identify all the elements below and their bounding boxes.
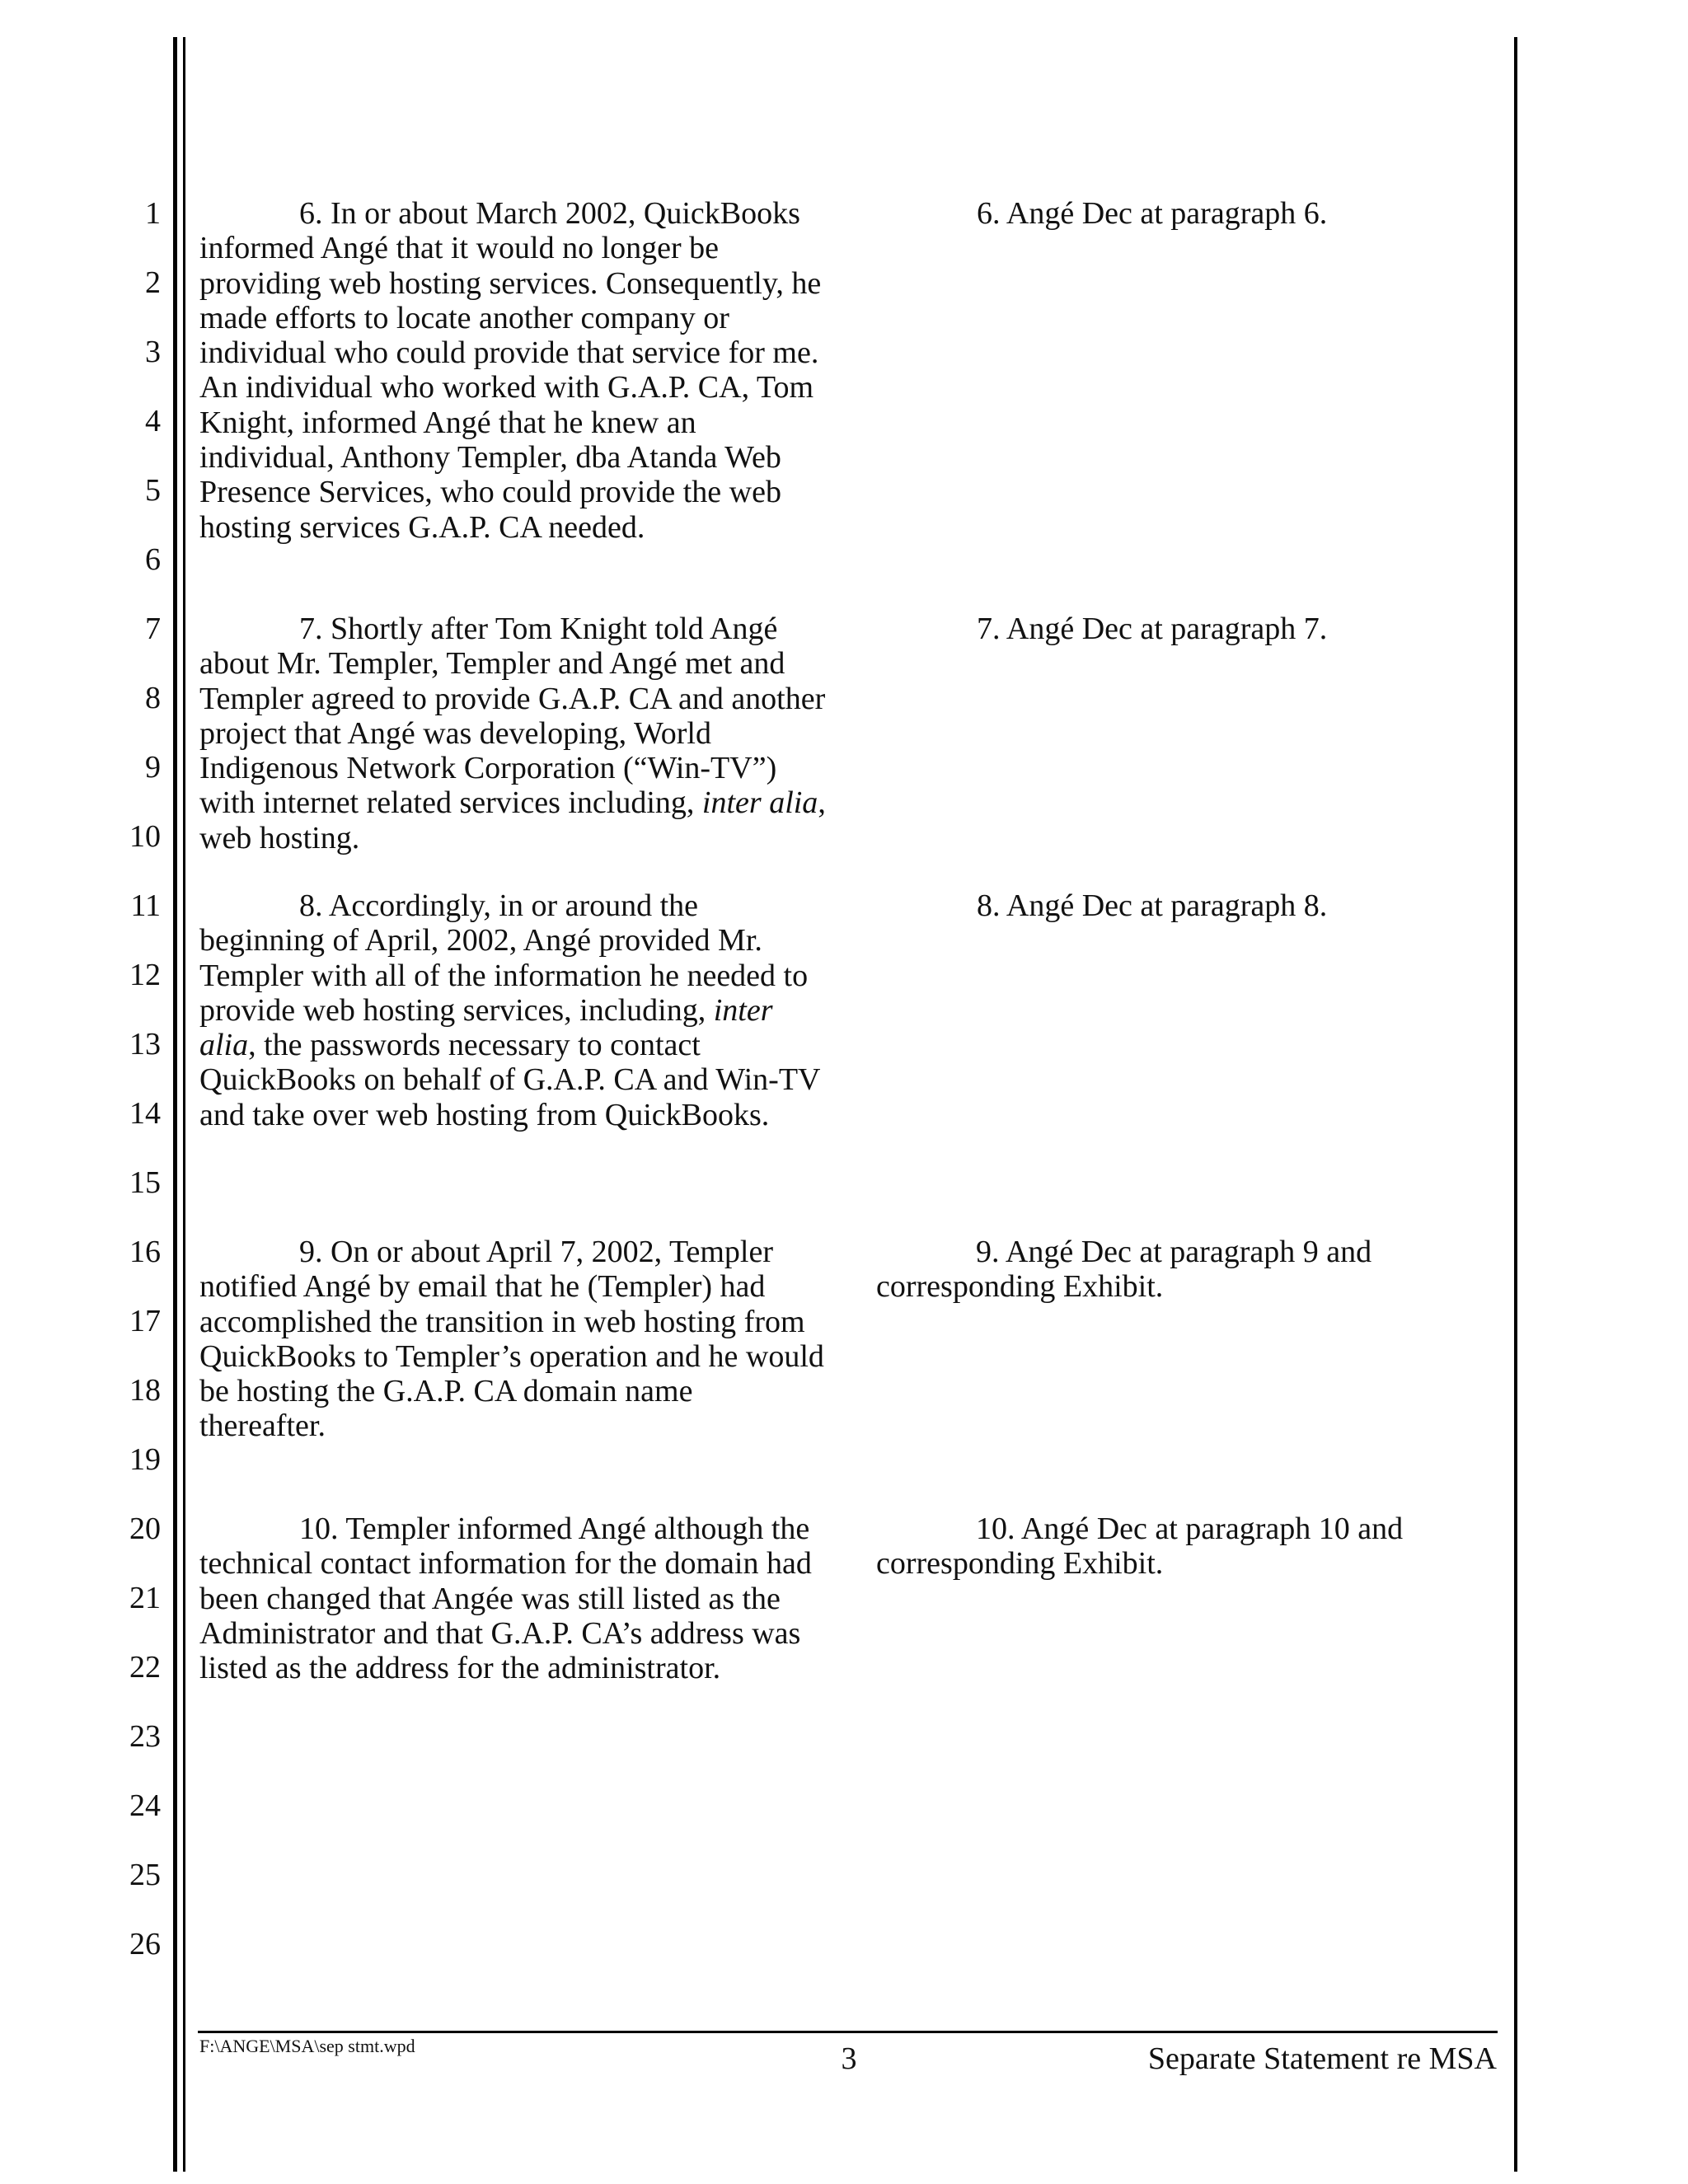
line-number: 16 — [129, 1235, 161, 1269]
fact-text: , the passwords necessary to contact QuickBooks on behalf of G.A.P. CA and Win-TV and take over web hosting from QuickBooks. — [199, 1028, 820, 1132]
footer-file-path: F:\ANGE\MSA\sep stmt.wpd — [199, 2036, 415, 2056]
evidence-7: 7. Angé Dec at paragraph 7. — [977, 612, 1328, 646]
fact-text: In or about March 2002, QuickBooks informed Angé that it would no longer be providing web hosting services. Consequently, he made efforts to locate another company or individual who could provide that service for me. An individual who worked with G.A.P. CA, Tom Knight, informed Angé that he knew an individual, Anthony Templer, dba Atanda Web Presence Services, who could provide the web hosting services G.A.P. CA needed. — [199, 196, 822, 545]
fact-text: Templer informed Angé although the technical contact information for the domain had been changed that Angée was still listed as the Administrator and that G.A.P. CA’s address was listed as the address for the administrator. — [199, 1511, 812, 1686]
line-number: 10 — [129, 819, 161, 854]
line-number: 14 — [129, 1096, 161, 1131]
line-number: 6 — [145, 542, 161, 577]
line-number: 8 — [145, 681, 161, 715]
line-number: 23 — [129, 1719, 161, 1754]
evidence-10: 10. Angé Dec at paragraph 10 and corresponding Exhibit. — [876, 1511, 1404, 1582]
line-number: 26 — [129, 1927, 161, 1961]
right-margin-rule — [1514, 37, 1517, 2172]
fact-paragraph-10 — [199, 1511, 826, 1685]
line-number: 15 — [129, 1165, 161, 1200]
fact-text-italic: inter alia — [701, 785, 818, 821]
fact-number: 7. — [299, 612, 323, 646]
line-number: 4 — [145, 404, 161, 438]
line-number: 2 — [145, 265, 161, 300]
line-number: 3 — [145, 335, 161, 369]
evidence-8: 8. Angé Dec at paragraph 8. — [977, 888, 1328, 923]
fact-text: Shortly after Tom Knight told Angé about Mr. Templer, Templer and Angé met and Templer agreed to provide G.A.P. CA and another project that Angé was developing, World Indigenous Network Corporation (“Win-TV”) with internet related services including, — [199, 612, 826, 821]
fact-text: Accordingly, in or around the beginning of April, 2002, Angé provided Mr. Templer with all of the information he needed to provide web hosting services, including, — [199, 888, 809, 1028]
footer-document-title: Separate Statement re MSA — [1147, 2041, 1497, 2076]
page-number: 3 — [841, 2041, 857, 2076]
line-number: 7 — [145, 612, 161, 646]
line-number: 20 — [129, 1511, 161, 1546]
fact-number: 6. — [299, 196, 323, 231]
line-number: 24 — [129, 1788, 161, 1823]
fact-paragraph-6 — [199, 196, 826, 545]
footer-rule — [198, 2031, 1498, 2033]
line-number: 18 — [129, 1373, 161, 1408]
line-number: 17 — [129, 1304, 161, 1338]
fact-number: 9. — [299, 1235, 323, 1269]
line-number: 21 — [129, 1581, 161, 1615]
evidence-9: 9. Angé Dec at paragraph 9 and corresponding Exhibit. — [876, 1235, 1372, 1305]
line-number: 9 — [145, 750, 161, 785]
fact-number: 10. — [299, 1511, 339, 1546]
line-number: 1 — [145, 196, 161, 231]
fact-text: , web hosting. — [199, 785, 826, 855]
evidence-6: 6. Angé Dec at paragraph 6. — [977, 196, 1328, 231]
line-number: 12 — [129, 958, 161, 992]
left-margin-rule-inner — [183, 37, 185, 2172]
line-number: 22 — [129, 1650, 161, 1685]
line-number: 5 — [145, 473, 161, 508]
fact-text: On or about April 7, 2002, Templer notified Angé by email that he (Templer) had accomplished the transition in web hosting from QuickBooks to Templer’s operation and he would be hosting the G.A.P. CA domain name thereafter. — [199, 1235, 824, 1444]
line-number: 25 — [129, 1858, 161, 1892]
line-number: 11 — [130, 888, 161, 923]
left-margin-rule-outer — [173, 37, 177, 2172]
fact-paragraph-9 — [199, 1235, 826, 1444]
fact-paragraph-8 — [199, 888, 826, 1132]
line-number: 19 — [129, 1442, 161, 1477]
line-number: 13 — [129, 1027, 161, 1062]
fact-text-italic: inter alia — [199, 992, 773, 1063]
fact-paragraph-7 — [199, 612, 826, 855]
fact-number: 8. — [299, 888, 323, 923]
